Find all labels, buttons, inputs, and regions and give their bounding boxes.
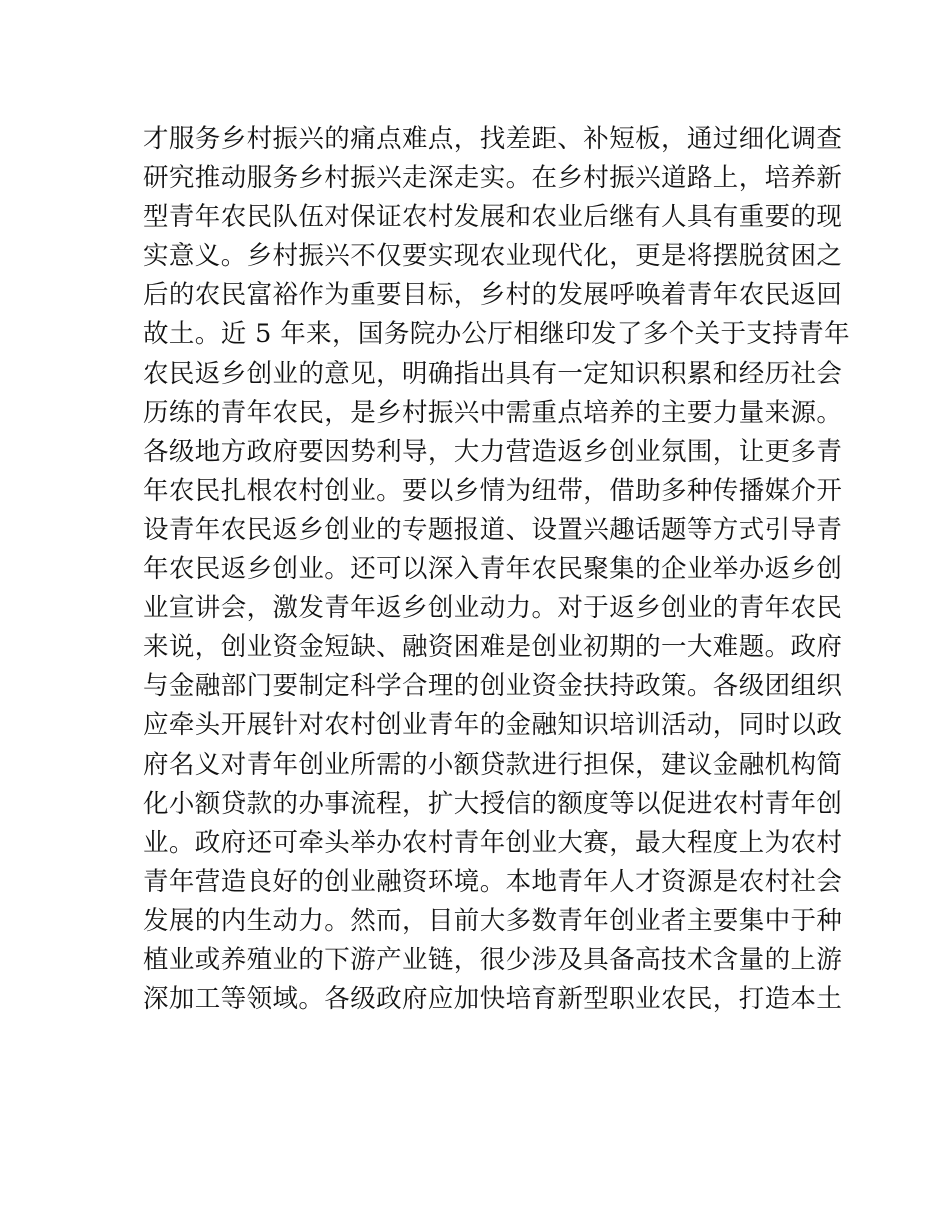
- text-line: 应牵头开展针对农村创业青年的金融知识培训活动，同时以政: [143, 710, 843, 741]
- text-line: 府名义对青年创业所需的小额贷款进行担保，建议金融机构简: [143, 749, 843, 780]
- body-text: [143, 120, 851, 1019]
- text-line: 后的农民富裕作为重要目标，乡村的发展呼唤着青年农民返回: [143, 280, 843, 311]
- text-line: 设青年农民返乡创业的专题报道、设置兴趣话题等方式引导青: [143, 514, 843, 545]
- text-line: 植业或养殖业的下游产业链，很少涉及具备高技术含量的上游: [143, 944, 843, 975]
- text-line: 农民返乡创业的意见，明确指出具有一定知识积累和经历社会: [143, 358, 843, 389]
- text-line: 研究推动服务乡村振兴走深走实。在乡村振兴道路上，培养新: [143, 163, 843, 194]
- text-line: 来说，创业资金短缺、融资困难是创业初期的一大难题。政府: [143, 632, 843, 663]
- text-line: 才服务乡村振兴的痛点难点，找差距、补短板，通过细化调查: [143, 124, 843, 154]
- text-line: 故土。近 5 年来，国务院办公厅相继印发了多个关于支持青年: [143, 319, 851, 350]
- text-line: 深加工等领域。各级政府应加快培育新型职业农民，打造本土: [143, 984, 843, 1015]
- text-line: 历练的青年农民，是乡村振兴中需重点培养的主要力量来源。: [143, 397, 843, 428]
- text-line: 化小额贷款的办事流程，扩大授信的额度等以促进农村青年创: [143, 788, 843, 819]
- text-line: 业。政府还可牵头举办农村青年创业大赛，最大程度上为农村: [143, 827, 843, 858]
- text-line: 各级地方政府要因势利导，大力营造返乡创业氛围，让更多青: [143, 436, 843, 467]
- text-line: 年农民扎根农村创业。要以乡情为纽带，借助多种传播媒介开: [143, 475, 843, 506]
- text-line: 实意义。乡村振兴不仅要实现农业现代化，更是将摆脱贫困之: [143, 241, 843, 272]
- text-line: 青年营造良好的创业融资环境。本地青年人才资源是农村社会: [143, 866, 843, 897]
- text-line: 发展的内生动力。然而，目前大多数青年创业者主要集中于种: [143, 905, 843, 936]
- text-line: 型青年农民队伍对保证农村发展和农业后继有人具有重要的现: [143, 202, 843, 233]
- text-line: 年农民返乡创业。还可以深入青年农民聚集的企业举办返乡创: [143, 554, 843, 585]
- text-line: 与金融部门要制定科学合理的创业资金扶持政策。各级团组织: [143, 671, 843, 702]
- text-line: 业宣讲会，激发青年返乡创业动力。对于返乡创业的青年农民: [143, 593, 843, 624]
